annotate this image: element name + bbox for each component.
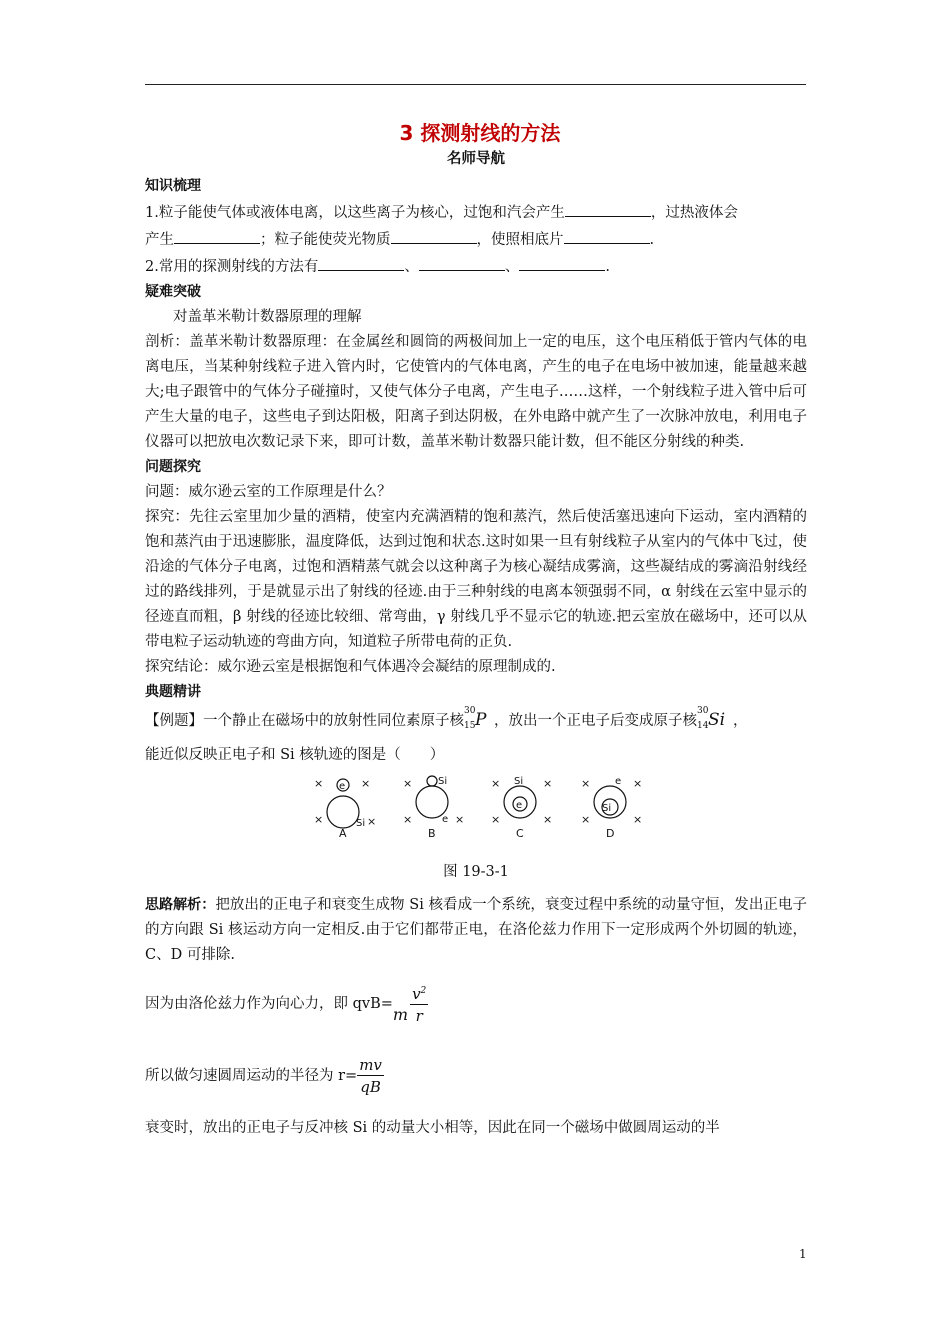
label-si-a: Si xyxy=(356,818,366,829)
label-e-b: e xyxy=(442,814,449,825)
header-rule xyxy=(145,84,806,85)
wenti-explore: 探究：先往云室里加少量的酒精，使室内充满酒精的饱和蒸汽，然后使活塞迅速向下运动，室内酒精的饱和蒸汽由于迅速膨胀，温度降低，达到过饱和状态.这时如果一旦有射线粒子从室内的气体中飞过，使沿途的气体分子电离，过饱和酒精蒸气就会以这种离子为核心凝结成雾滴，这些凝结成的雾滴沿射线经过的路线排列，于是就显示出了射线的径迹.由于三种射线的电离本领强弱不同，α 射线在云室中显示的径迹直而粗，β 射线的径迹比较细、常弯曲，γ 射线几乎不显示它的轨迹.把云室放在磁场中，还可以从带电粒子运动轨迹的弯曲方向，知道粒子所带电荷的正负. xyxy=(145,509,807,650)
isotope-p30: 30 15 P xyxy=(464,706,487,731)
label-si-c: Si xyxy=(514,776,524,787)
svg-text:×: × xyxy=(314,813,324,826)
svg-text:×: × xyxy=(403,813,413,826)
wenti-question: 问题：威尔逊云室的工作原理是什么？ xyxy=(145,484,392,500)
equation-lorentz: 因为由洛伦兹力作为向心力，即 qvB= m $\frac{v^2}{r}$ xyxy=(145,974,807,1034)
svg-text:×: × xyxy=(361,777,371,790)
equation-radius: 所以做匀速圆周运动的半径为 r= $\frac{mv}{qB}$ xyxy=(145,1055,382,1096)
svg-text:×: × xyxy=(455,813,465,826)
yinan-topic: 对盖革米勒计数器原理的理解 xyxy=(173,309,362,325)
svg-text:×: × xyxy=(633,813,643,826)
page-title: 3 探测射线的方法 xyxy=(399,121,561,145)
label-si-b: Si xyxy=(438,776,448,787)
page-number: 1 xyxy=(799,1247,807,1261)
label-e-d: e xyxy=(615,776,622,787)
option-d-label: D xyxy=(606,827,615,840)
label-e-c: e xyxy=(516,800,523,811)
zhishi-line-1: 1.粒子能使气体或液体电离，以这些离子为核心，过饱和汽会产生 ，过热液体会 xyxy=(145,199,807,226)
svg-text:×: × xyxy=(633,777,643,790)
answer-blank xyxy=(519,253,605,271)
svg-text:×: × xyxy=(543,813,553,826)
trajectory-diagram xyxy=(310,774,643,858)
isotope-si30: 30 14 Si xyxy=(697,706,726,731)
section-heading-zhishi: 知识梳理 xyxy=(145,178,201,194)
field-cross: × xyxy=(314,777,324,790)
svg-text:×: × xyxy=(581,813,591,826)
page-content xyxy=(145,118,807,1141)
answer-blank xyxy=(565,199,651,217)
example-line-1: 【例题】一个静止在磁场中的放射性同位素原子核 30 15 P ，放出一个正电子后变成原子核 30 14 Si ， xyxy=(145,706,748,731)
answer-blank xyxy=(318,253,404,271)
page-subtitle: 名师导航 xyxy=(447,151,505,167)
last-line: 衰变时，放出的正电子与反冲核 Si 的动量大小相等，因此在同一个磁场中做圆周运动的半 xyxy=(145,1120,720,1136)
wenti-conclusion: 探究结论：威尔逊云室是根据饱和气体遇冷会凝结的原理制成的. xyxy=(145,659,556,675)
answer-blank xyxy=(174,226,260,244)
section-heading-dianti: 典题精讲 xyxy=(145,684,201,700)
svg-text:×: × xyxy=(403,777,413,790)
answer-blank xyxy=(391,226,477,244)
answer-blank xyxy=(564,226,650,244)
fraction-v2-over-r: $\frac{v^2}{r}$ xyxy=(410,981,428,1027)
label-e-a: e xyxy=(339,781,346,792)
option-a-label: A xyxy=(339,827,347,840)
solution-text: 思路解析：把放出的正电子和衰变生成物 Si 核看成一个系统，衰变过程中系统的动量守恒，发出正电子的方向跟 Si 核运动方向一定相反.由于它们都带正电，在洛伦兹力作用下一定形成两个外切圆的轨迹，C、D 可排除. xyxy=(145,897,808,963)
yinan-analysis: 剖析：盖革米勒计数器原理：在金属丝和圆筒的两极间加上一定的电压，这个电压稍低于管内气体的电离电压，当某种射线粒子进入管内时，它使管内的气体电离，产生的电子在电场中被加速，能量越来越大;电子跟管中的气体分子碰撞时，又使气体分子电离，产生电子……这样，一个射线粒子进入管中后可产生大量的电子，这些电子到达阳极，阳离子到达阴极，在外电路中就产生了一次脉冲放电，利用电子仪器可以把放电次数记录下来，即可计数，盖革米勒计数器只能计数，但不能区分射线的种类. xyxy=(145,334,807,450)
fraction-mv-over-qb: $\frac{mv}{qB}$ xyxy=(359,1055,382,1096)
example-line-2: 能近似反映正电子和 Si 核轨迹的图是（ ） xyxy=(145,747,445,763)
option-b-label: B xyxy=(428,827,436,840)
option-c-label: C xyxy=(516,827,524,840)
svg-text:×: × xyxy=(491,777,501,790)
zhishi-line-2: 产生 ；粒子能使荧光物质 ，使照相底片 . xyxy=(145,226,807,253)
svg-text:×: × xyxy=(543,777,553,790)
figure-caption: 图 19-3-1 xyxy=(443,864,509,880)
svg-text:×: × xyxy=(491,813,501,826)
section-heading-wenti: 问题探究 xyxy=(145,459,201,475)
svg-text:×: × xyxy=(367,815,377,828)
svg-text:×: × xyxy=(581,777,591,790)
zhishi-line-3: 2.常用的探测射线的方法有 、 、 . xyxy=(145,253,807,280)
section-heading-yinan: 疑难突破 xyxy=(145,284,201,300)
answer-blank xyxy=(419,253,505,271)
trajectory-figure xyxy=(145,774,807,858)
label-si-d: Si xyxy=(602,803,612,814)
